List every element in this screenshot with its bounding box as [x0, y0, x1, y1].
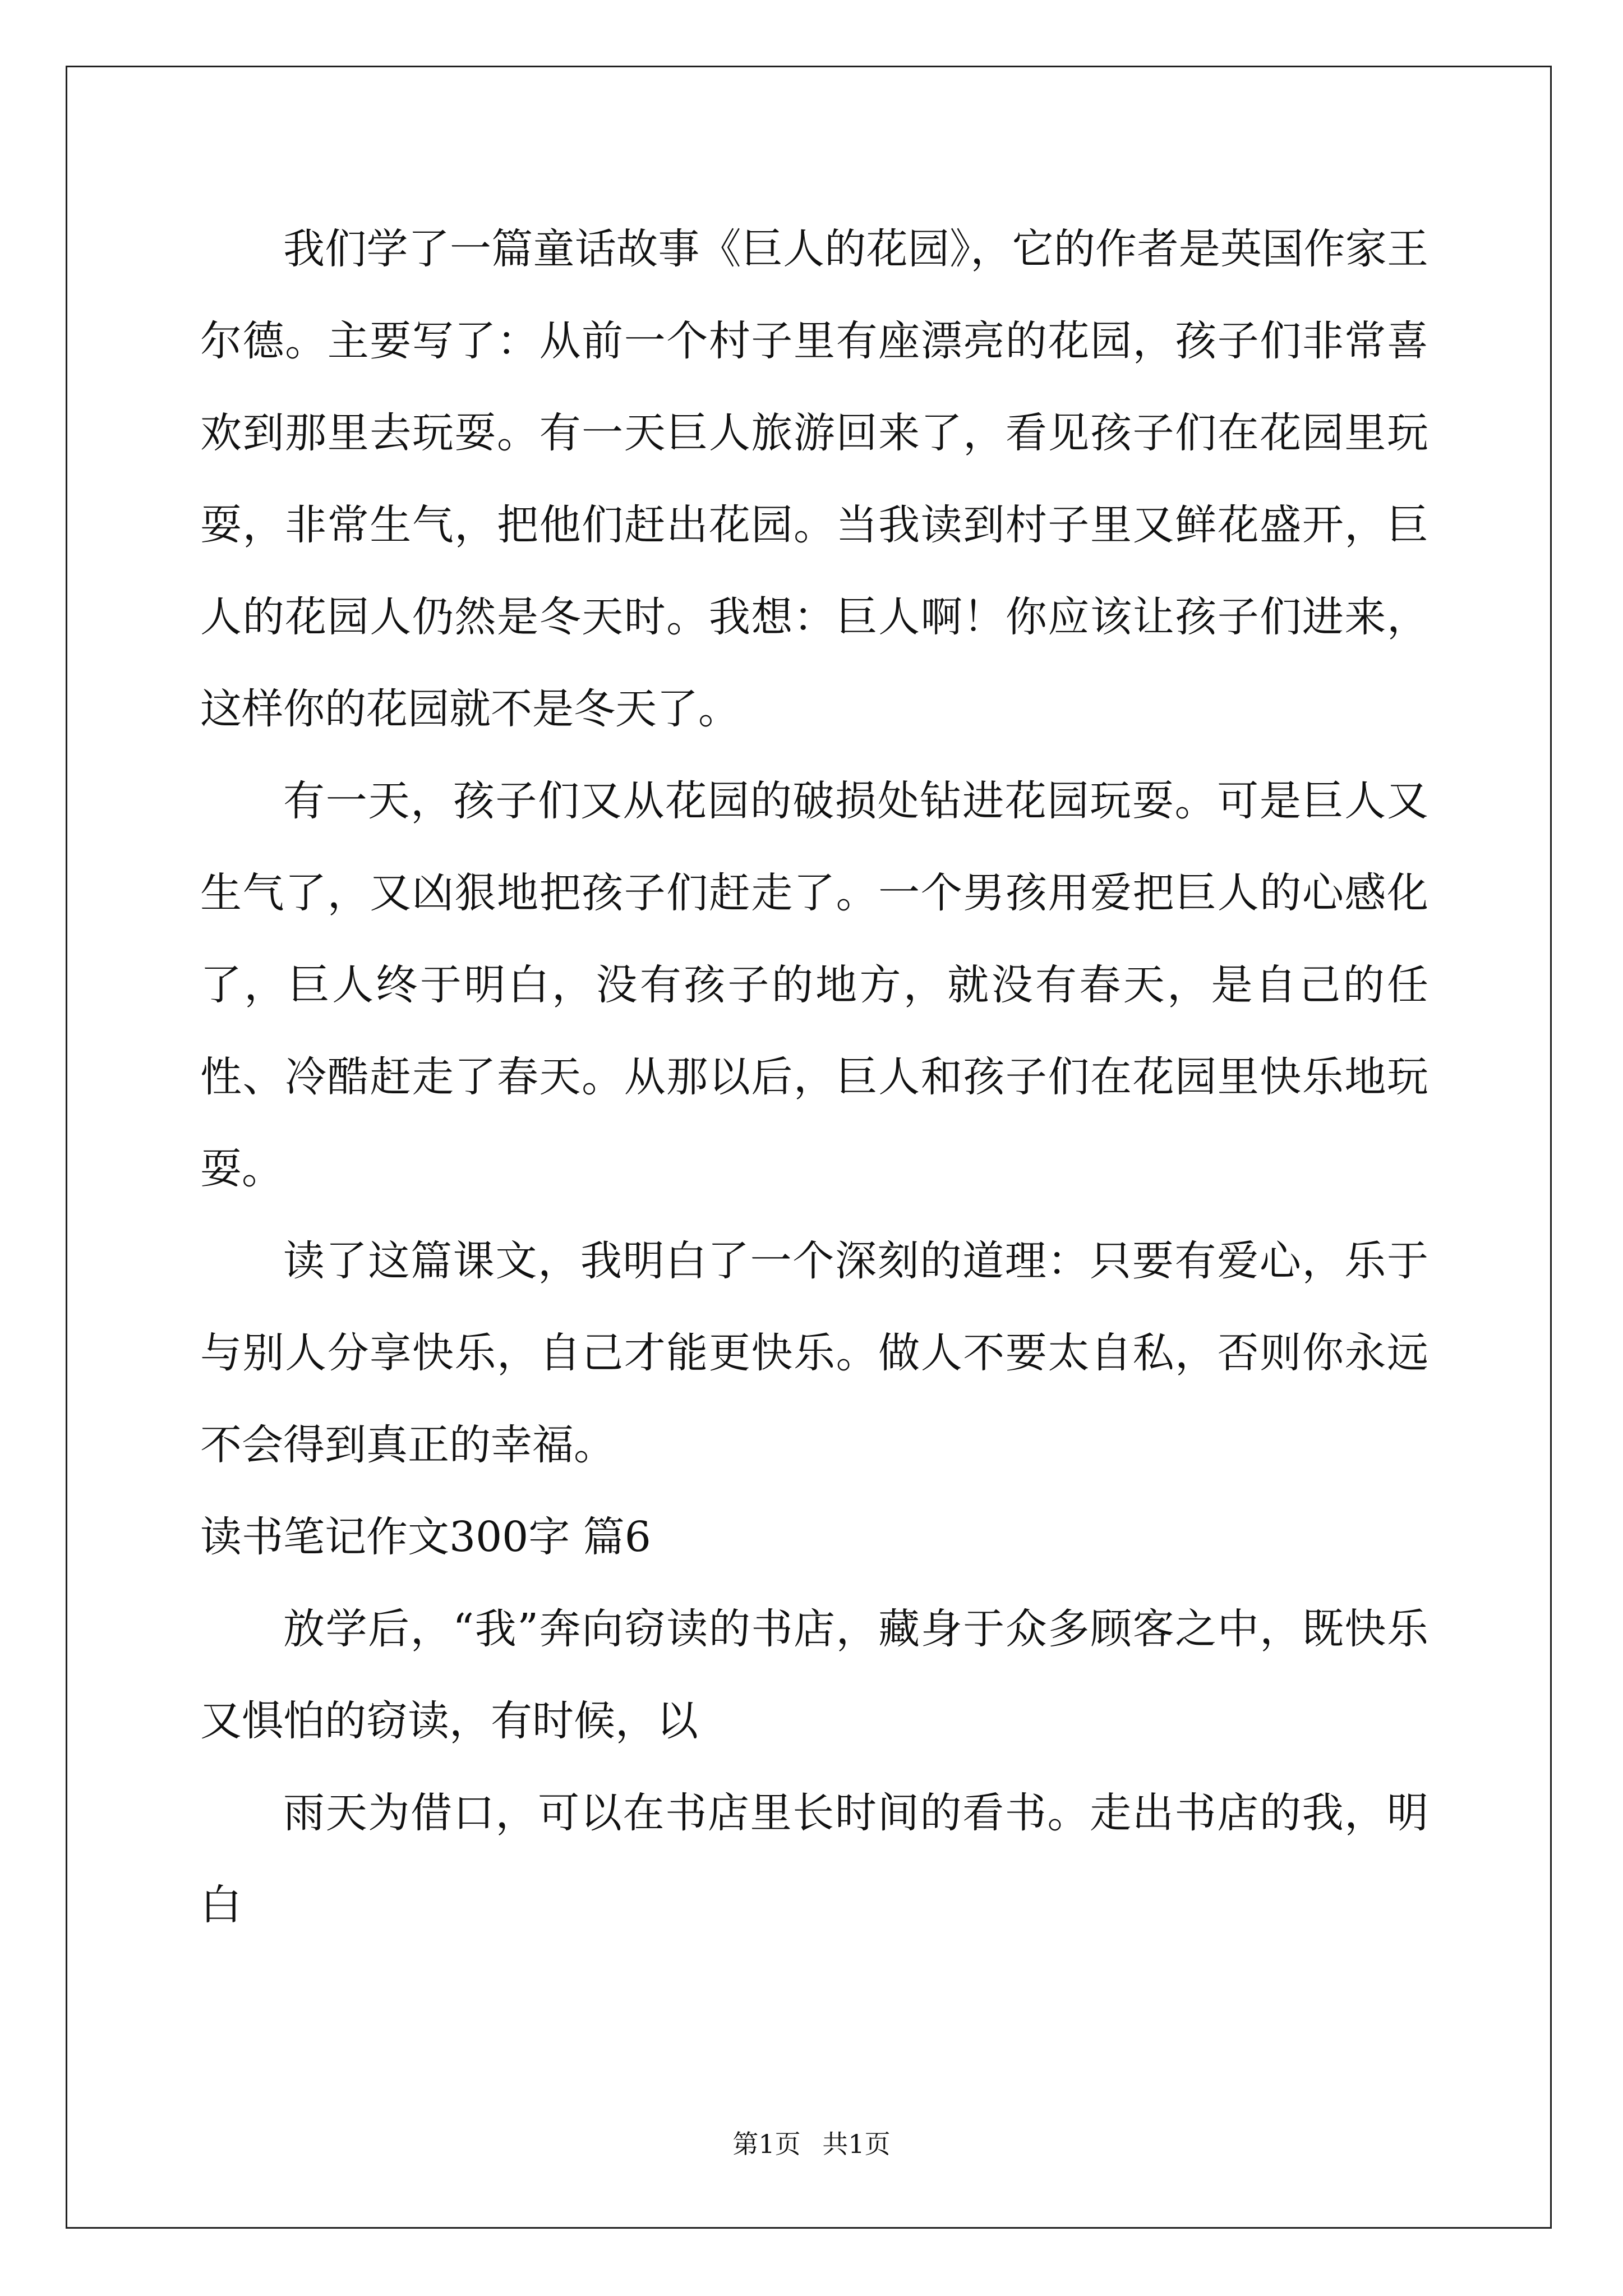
paragraph: 放学后，“我”奔向窃读的书店，藏身于众多顾客之中，既快乐又惧怕的窃读，有时候，以 — [200, 1605, 1428, 1745]
document-body — [200, 203, 1428, 1951]
paragraph: 读了这篇课文，我明白了一个深刻的道理：只要有爱心，乐于与别人分享快乐，自己才能更快乐。做人不要太自私，否则你永远不会得到真正的幸福。 — [200, 1237, 1428, 1469]
paragraph: 雨天为借口，可以在书店里长时间的看书。走出书店的我，明白 — [200, 1789, 1428, 1929]
page-number: 第1页 — [732, 2129, 801, 2159]
paragraph: 我们学了一篇童话故事《巨人的花园》，它的作者是英国作家王尔德。主要写了：从前一个村子里有座漂亮的花园，孩子们非常喜欢到那里去玩耍。有一天巨人旅游回来了，看见孩子们在花园里玩耍，非常生气，把他们赶出花园。当我读到村子里又鲜花盛开，巨人的花园人仍然是冬天时。我想：巨人啊！你应该让孩子们进来，这样你的花园就不是冬天了。 — [200, 225, 1428, 733]
page-footer — [0, 2127, 1623, 2161]
section-heading: 读书笔记作文300字 篇6 — [200, 1513, 651, 1561]
page-total: 共1页 — [822, 2129, 891, 2159]
paragraph: 有一天，孩子们又从花园的破损处钻进花园玩耍。可是巨人又生气了，又凶狠地把孩子们赶走了。一个男孩用爱把巨人的心感化了，巨人终于明白，没有孩子的地方，就没有春天，是自己的任性、冷酷赶走了春天。从那以后，巨人和孩子们在花园里快乐地玩耍。 — [200, 777, 1428, 1193]
